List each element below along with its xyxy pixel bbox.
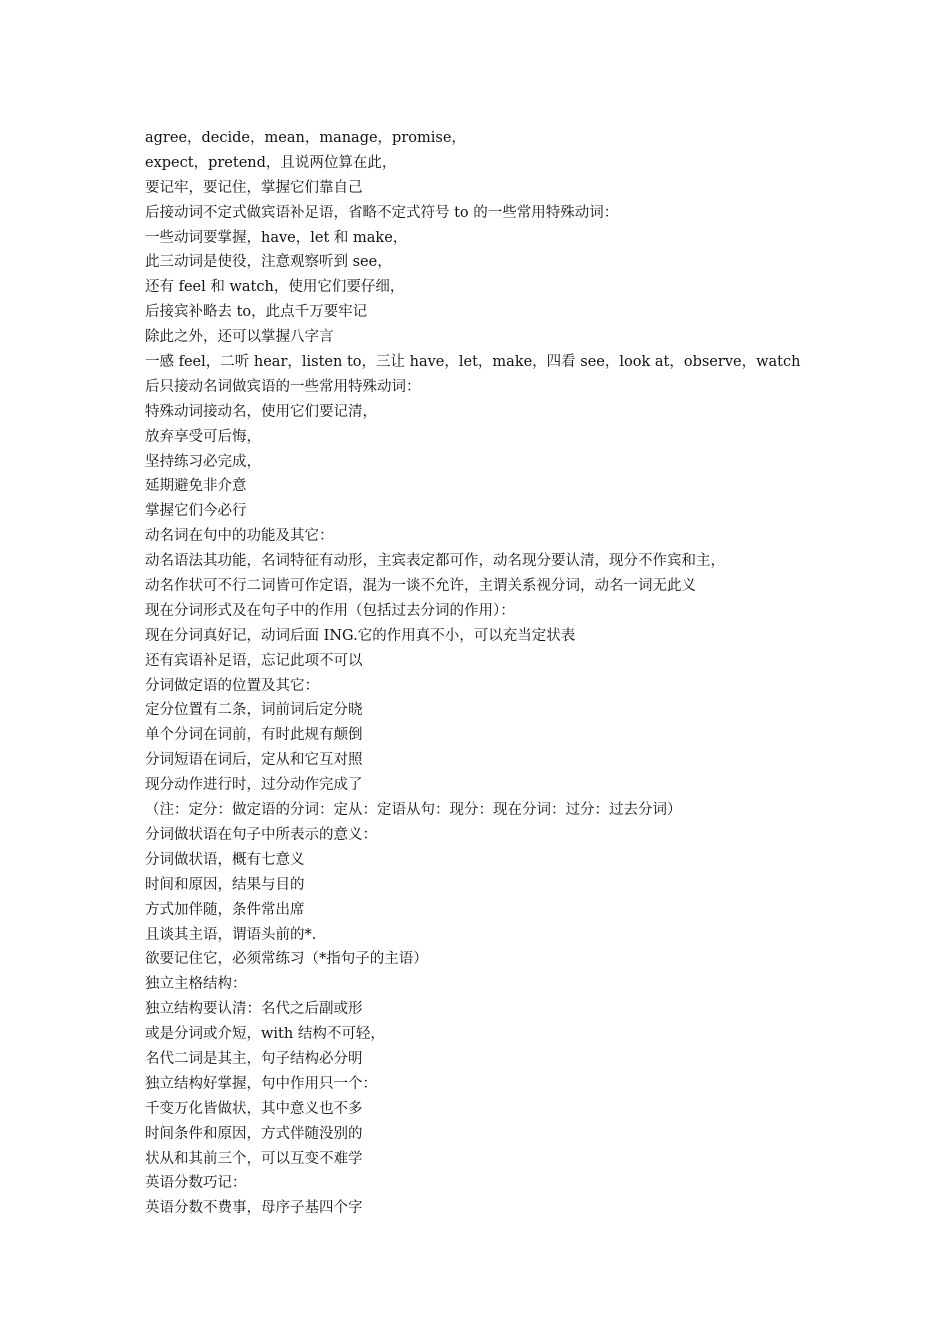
section-heading: 现在分词形式及在句子中的作用（包括过去分词的作用）： [145,602,515,619]
document-body [145,126,825,1221]
text-line: 动名作状可不行二词皆可作定语，混为一谈不允许，主谓关系视分词，动名一词无此义 [145,578,696,595]
text-line: 状从和其前三个，可以互变不难学 [145,1150,363,1167]
text-line: 一些动词要掌握，have，let 和 make， [145,229,408,246]
text-line: 英语分数不费事，母序子基四个字 [145,1200,363,1217]
section-heading: 后接动词不定式做宾语补足语，省略不定式符号 to 的一些常用特殊动词： [145,204,619,221]
text-line: 分词做状语，概有七意义 [145,851,305,868]
text-line: 独立结构好掌握，句中作用只一个： [145,1075,377,1092]
note-line: （注：定分：做定语的分词：定从：定语从句：现分：现在分词：过分：过去分词） [145,802,682,819]
text-line: 还有 feel 和 watch，使用它们要仔细， [145,279,405,296]
text-line: 定分位置有二条，词前词后定分晓 [145,702,363,719]
text-line: 现分动作进行时，过分动作完成了 [145,777,363,794]
text-line: 现在分词真好记，动词后面 ING.它的作用真不小，可以充当定状表 [145,627,576,644]
text-line: 方式加伴随，条件常出席 [145,901,305,918]
text-line: 后接宾补略去 to，此点千万要牢记 [145,304,368,321]
section-heading: 分词做状语在句子中所表示的意义： [145,826,377,843]
text-line: 动名语法其功能，名词特征有动形，主宾表定都可作，动名现分要认清，现分不作宾和主， [145,553,725,570]
text-line: 除此之外，还可以掌握八字言 [145,329,334,346]
section-heading: 英语分数巧记： [145,1175,247,1192]
text-line: 此三动词是使役，注意观察听到 see， [145,254,392,271]
text-line: 千变万化皆做状，其中意义也不多 [145,1100,363,1117]
text-line: 时间条件和原因，方式伴随没别的 [145,1125,363,1142]
text-line: 一感 feel，二听 hear，listen to，三让 have，let，make，四看 see，look at，observe，watch [145,354,801,371]
text-line: 单个分词在词前，有时此规有颠倒 [145,727,363,744]
text-line: 或是分词或介短，with 结构不可轻， [145,1026,385,1043]
text-line: 分词短语在词后，定从和它互对照 [145,752,363,769]
text-line: 放弃享受可后悔， [145,428,261,445]
text-line: 延期避免非介意 [145,478,247,495]
text-line: expect，pretend，且说两位算在此， [145,154,397,171]
text-line: 掌握它们今必行 [145,503,247,520]
text-line: 要记牢，要记住，掌握它们靠自己 [145,179,363,196]
text-line: 特殊动词接动名，使用它们要记清， [145,403,377,420]
section-heading: 独立主格结构： [145,976,247,993]
section-heading: 后只接动名词做宾语的一些常用特殊动词： [145,378,421,395]
text-line: agree，decide，mean，manage，promise， [145,130,466,146]
text-line: 且谈其主语，谓语头前的*. [145,926,317,943]
text-line: 坚持练习必完成， [145,453,261,470]
text-line: 名代二词是其主，句子结构必分明 [145,1050,363,1067]
text-line: 欲要记住它，必须常练习（*指句子的主语） [145,951,428,968]
section-heading: 分词做定语的位置及其它： [145,677,319,694]
section-heading: 动名词在句中的功能及其它： [145,528,334,545]
text-line: 独立结构要认清：名代之后副或形 [145,1001,363,1018]
text-line: 时间和原因，结果与目的 [145,876,305,893]
text-line: 还有宾语补足语，忘记此项不可以 [145,652,363,669]
